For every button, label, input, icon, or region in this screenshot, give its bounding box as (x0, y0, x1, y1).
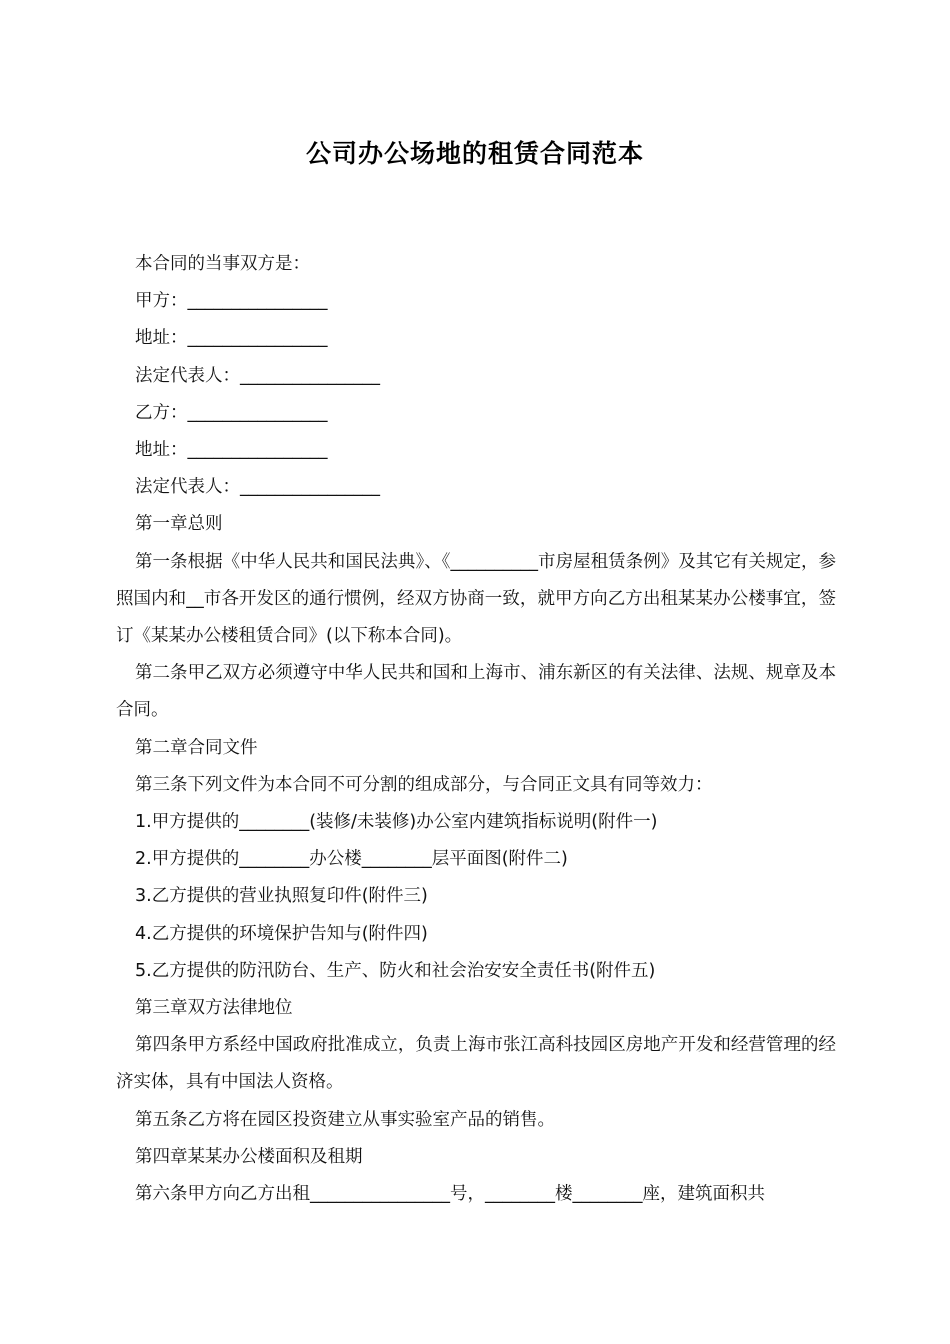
list-item: 1.甲方提供的________(装修/未装修)办公室内建筑指标说明(附件一) (135, 812, 658, 833)
article-paragraph: 第五条乙方将在园区投资建立从事实验室产品的销售。 (135, 1109, 555, 1130)
party-b-line: 乙方：________________ (135, 402, 328, 423)
chapter-heading: 第三章双方法律地位 (135, 998, 293, 1019)
party-a-address-line: 地址：________________ (135, 328, 328, 349)
party-a-representative-line: 法定代表人：________________ (135, 365, 380, 386)
party-b-address-line: 地址：________________ (135, 440, 328, 461)
chapter-heading: 第一章总则 (135, 514, 223, 535)
list-item: 4.乙方提供的环境保护告知与(附件四) (135, 923, 428, 944)
document-title: 公司办公场地的租赁合同范本 (305, 139, 644, 168)
list-item: 3.乙方提供的营业执照复印件(附件三) (135, 886, 428, 907)
document-body (116, 246, 836, 1213)
party-a-line: 甲方：________________ (135, 291, 328, 312)
list-item: 2.甲方提供的________办公楼________层平面图(附件二) (135, 849, 568, 870)
chapter-heading: 第四章某某办公楼面积及租期 (135, 1146, 363, 1167)
article-paragraph: 第二条甲乙双方必须遵守中华人民共和国和上海市、浦东新区的有关法律、法规、规章及本合同。 (116, 663, 836, 721)
article-paragraph: 第四条甲方系经中国政府批准成立，负责上海市张江高科技园区房地产开发和经营管理的经济实体，具有中国法人资格。 (116, 1035, 836, 1093)
party-b-representative-line: 法定代表人：________________ (135, 477, 380, 498)
intro-line: 本合同的当事双方是： (135, 254, 310, 274)
article-paragraph: 第六条甲方向乙方出租________________号，________楼________座，建筑面积共 (135, 1184, 765, 1205)
article-paragraph: 第一条根据《中华人民共和国民法典》、《__________市房屋租赁条例》及其它有关规定，参照国内和__市各开发区的通行惯例，经双方协商一致，就甲方向乙方出租某某办公楼事宜，签订《某某办公楼租赁合同》(以下称本合同)。 (116, 551, 836, 647)
list-item: 5.乙方提供的防汛防台、生产、防火和社会治安安全责任书(附件五) (135, 960, 656, 981)
article-paragraph: 第三条下列文件为本合同不可分割的组成部分，与合同正文具有同等效力： (135, 774, 713, 795)
chapter-heading: 第二章合同文件 (135, 737, 258, 758)
